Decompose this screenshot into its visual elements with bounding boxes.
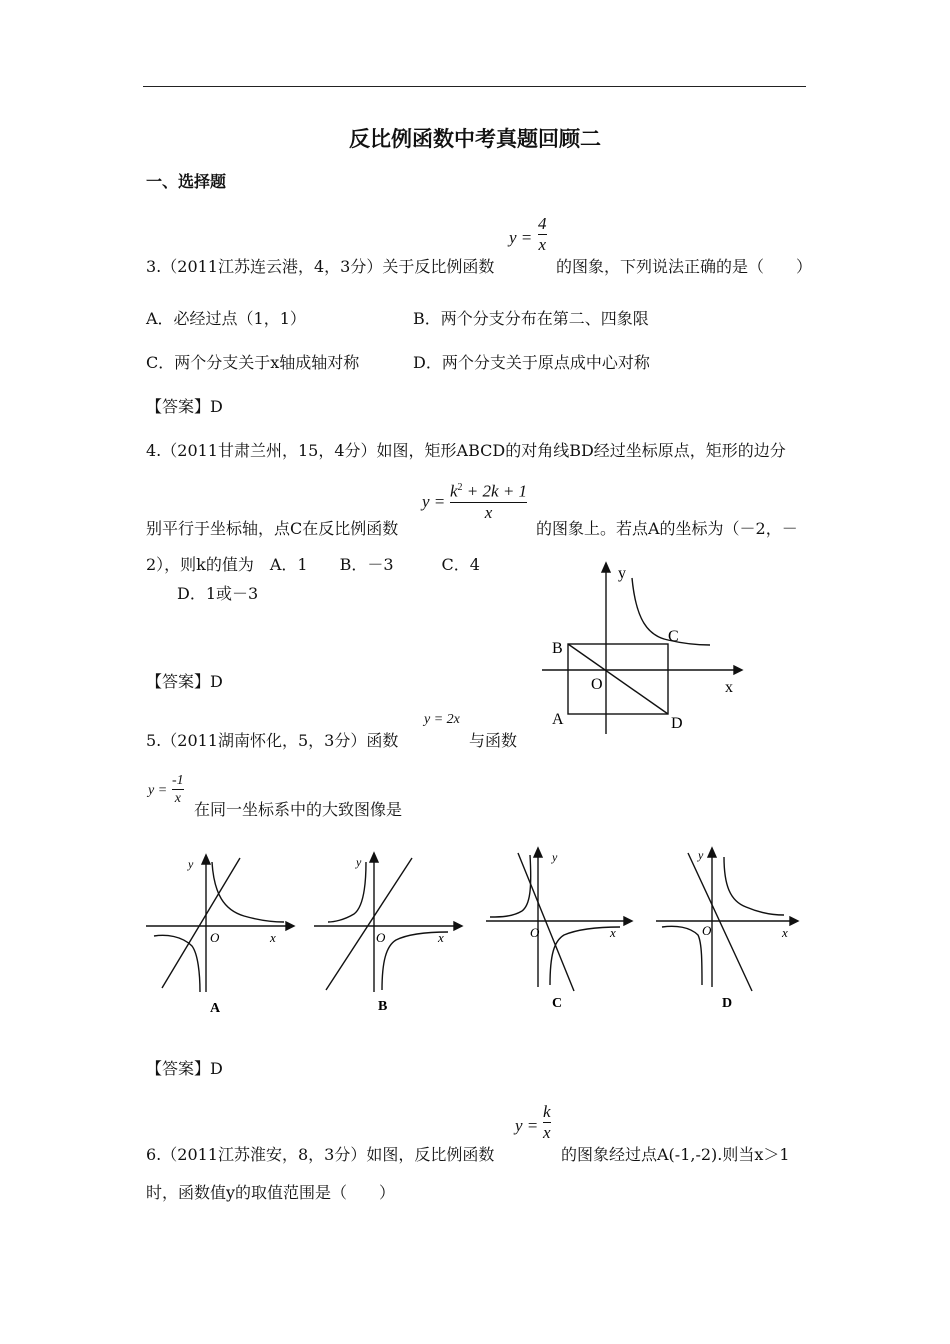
q4-formula-fraction: [450, 478, 527, 523]
label-o: O: [530, 925, 540, 940]
q3-stem-b: 的图象，下列说法正确的是（ ）: [556, 257, 813, 276]
q3-stem-a: 3.（2011江苏连云港，4，3分）关于反比例函数: [146, 257, 495, 276]
q6-stem-a: 6.（2011江苏淮安，8，3分）如图，反比例函数: [146, 1145, 495, 1164]
q3-formula-fraction: [538, 214, 547, 255]
graph-label-c: C: [552, 996, 563, 1011]
q6-formula-denominator: x: [543, 1123, 551, 1142]
q4-formula-numerator: [450, 478, 527, 502]
q3-formula-lhs: y =: [509, 228, 533, 247]
q5-stem-b: 与函数: [469, 731, 518, 750]
q5-graph-a: [140, 850, 300, 1020]
label-x: x: [270, 930, 276, 945]
q4-line2-b: 的图象上。若点A的坐标为（－2，－: [536, 519, 798, 538]
label-y: y: [356, 855, 362, 869]
label-a: A: [552, 711, 564, 728]
q3-option-d: D．两个分支关于原点成中心对称: [413, 353, 650, 372]
label-c: C: [668, 628, 679, 645]
q4-line4: D．1或－3: [177, 584, 259, 603]
section-heading: 一、选择题: [146, 172, 227, 191]
q4-formula-denominator: x: [484, 502, 493, 522]
label-x: x: [438, 930, 444, 945]
q4-formula-exponent: 2: [457, 482, 463, 493]
q4-line3: 2），则k的值为 A．1 B．－3 C．4: [146, 555, 480, 574]
label-o: O: [376, 930, 386, 945]
hyperbola-branch-2: [662, 926, 702, 985]
q3-option-a: A．必经过点（1，1）: [146, 309, 306, 328]
q3-answer: 【答案】D: [146, 397, 223, 416]
x-axis-arrow: [734, 666, 742, 674]
q6-formula-fraction: [543, 1102, 551, 1143]
label-o: O: [702, 923, 712, 938]
q4-line2-a: 别平行于坐标轴，点C在反比例函数: [146, 519, 399, 538]
q5-graph-d: [652, 845, 812, 1015]
q4-answer: 【答案】D: [146, 672, 223, 691]
hyperbola-branch-1: [328, 862, 366, 922]
label-y: y: [188, 857, 194, 871]
page-title: 反比例函数中考真题回顾二: [349, 127, 601, 151]
q4-line1: 4.（2011甘肃兰州，15，4分）如图，矩形ABCD的对角线BD经过坐标原点，矩形的边分: [146, 441, 786, 460]
q5-graph-c: [482, 845, 642, 1015]
hyperbola-branch-1: [212, 862, 284, 922]
line-graph: [162, 858, 240, 988]
q5-stem-a: 5.（2011湖南怀化，5，3分）函数: [146, 731, 399, 750]
header-rule: [143, 86, 806, 87]
q4-formula-lhs: y =: [422, 492, 446, 511]
q4-formula-rest: + 2k + 1: [462, 481, 528, 501]
hyperbola-branch-1: [490, 855, 531, 917]
q5-formula1: y = 2x: [424, 712, 460, 727]
label-y: y: [618, 565, 626, 582]
q5-formula2-numerator: -1: [172, 773, 184, 788]
hyperbola-branch-1: [724, 857, 784, 915]
line-graph: [518, 853, 574, 991]
q5-answer: 【答案】D: [146, 1059, 223, 1078]
label-y: y: [698, 848, 704, 862]
q5-graph-b: [308, 850, 468, 1020]
q5-formula2-fraction: [172, 772, 184, 807]
q3-option-c: C．两个分支关于x轴成轴对称: [146, 353, 360, 372]
label-y: y: [552, 850, 558, 864]
graph-label-d: D: [722, 996, 733, 1011]
q6-stem-b: 的图象经过点A(-1,-2).则当x＞1: [561, 1145, 790, 1164]
q6-formula-numerator: k: [543, 1102, 551, 1121]
label-o: O: [210, 930, 220, 945]
y-axis-arrow: [602, 563, 610, 572]
line-graph: [326, 858, 412, 990]
q3-option-b: B．两个分支分布在第二、四象限: [413, 309, 649, 328]
q3-formula-numerator: 4: [538, 214, 547, 233]
label-o: O: [591, 676, 603, 693]
graph-label-b: B: [378, 999, 388, 1014]
q3-formula-denominator: x: [538, 235, 547, 254]
q6-line2: 时，函数值y的取值范围是（ ）: [146, 1183, 396, 1202]
q6-formula-lhs: y =: [515, 1116, 539, 1135]
label-b: B: [552, 640, 563, 657]
label-x: x: [610, 925, 616, 940]
label-x: x: [782, 925, 788, 940]
q5-formula2-denominator: x: [174, 791, 181, 806]
q4-formula-k: k: [450, 481, 458, 501]
label-d: D: [671, 715, 683, 732]
q5-stem-c: 在同一坐标系中的大致图像是: [194, 800, 403, 819]
graph-label-a: A: [210, 1001, 221, 1016]
diagonal-bd: [568, 644, 668, 714]
q5-formula2-lhs: y =: [148, 783, 168, 798]
label-x: x: [725, 679, 733, 696]
line-graph: [688, 853, 752, 991]
q4-figure: [540, 558, 750, 738]
